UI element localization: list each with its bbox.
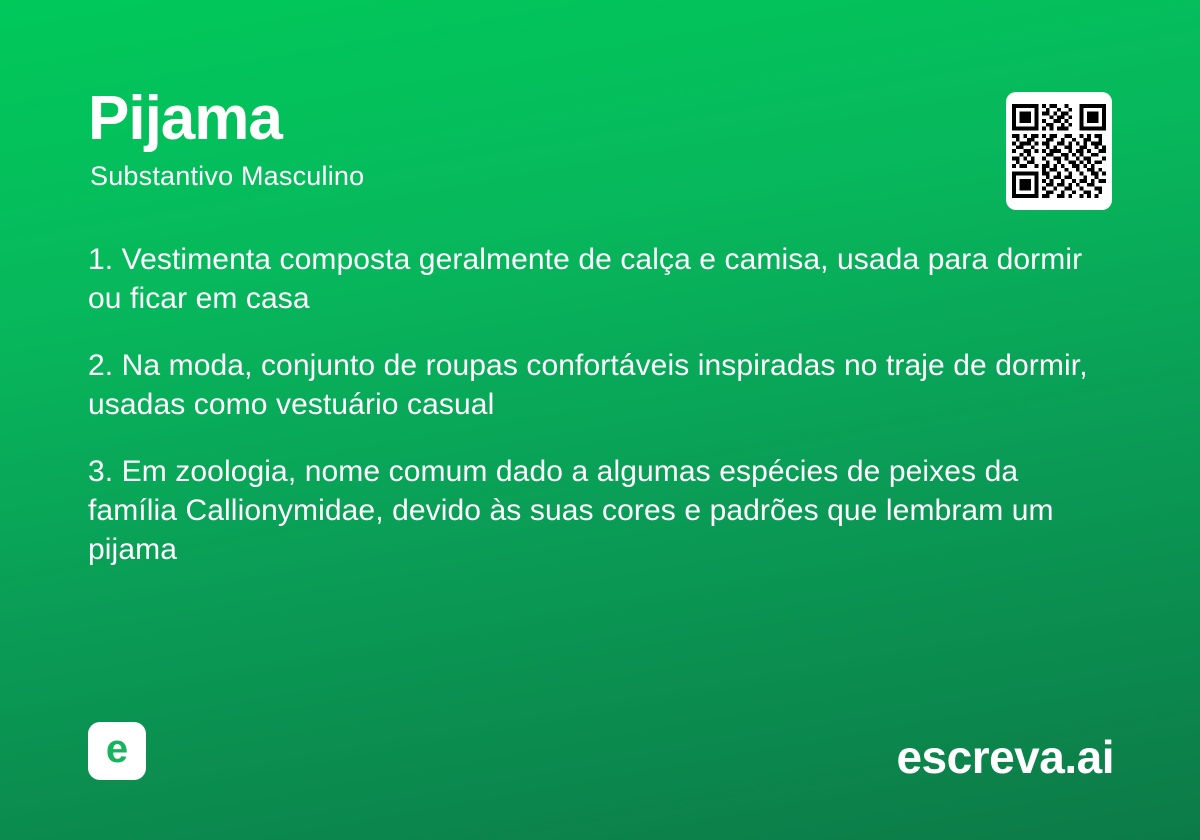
definition-item: 3. Em zoologia, nome comum dado a algumas espécies de peixes da família Callionymidae, devido às suas cores e padrões que lembram um pijama — [88, 455, 1054, 566]
qr-code-icon — [1012, 104, 1106, 198]
brand-name: escreva.ai — [896, 731, 1114, 783]
definition-item: 2. Na moda, conjunto de roupas confortáveis inspiradas no traje de dormir, usadas como vestuário casual — [88, 349, 1088, 421]
card-header — [88, 86, 908, 192]
word-class-label: Substantivo Masculino — [90, 161, 365, 192]
qr-code[interactable] — [1006, 92, 1112, 210]
page-title: Pijama — [88, 84, 282, 153]
logo-mark — [88, 722, 146, 780]
definition-list — [88, 240, 1112, 597]
logo-letter: e — [105, 727, 129, 771]
definition-item: 1. Vestimenta composta geralmente de calça e camisa, usada para dormir ou ficar em casa — [88, 243, 1083, 315]
